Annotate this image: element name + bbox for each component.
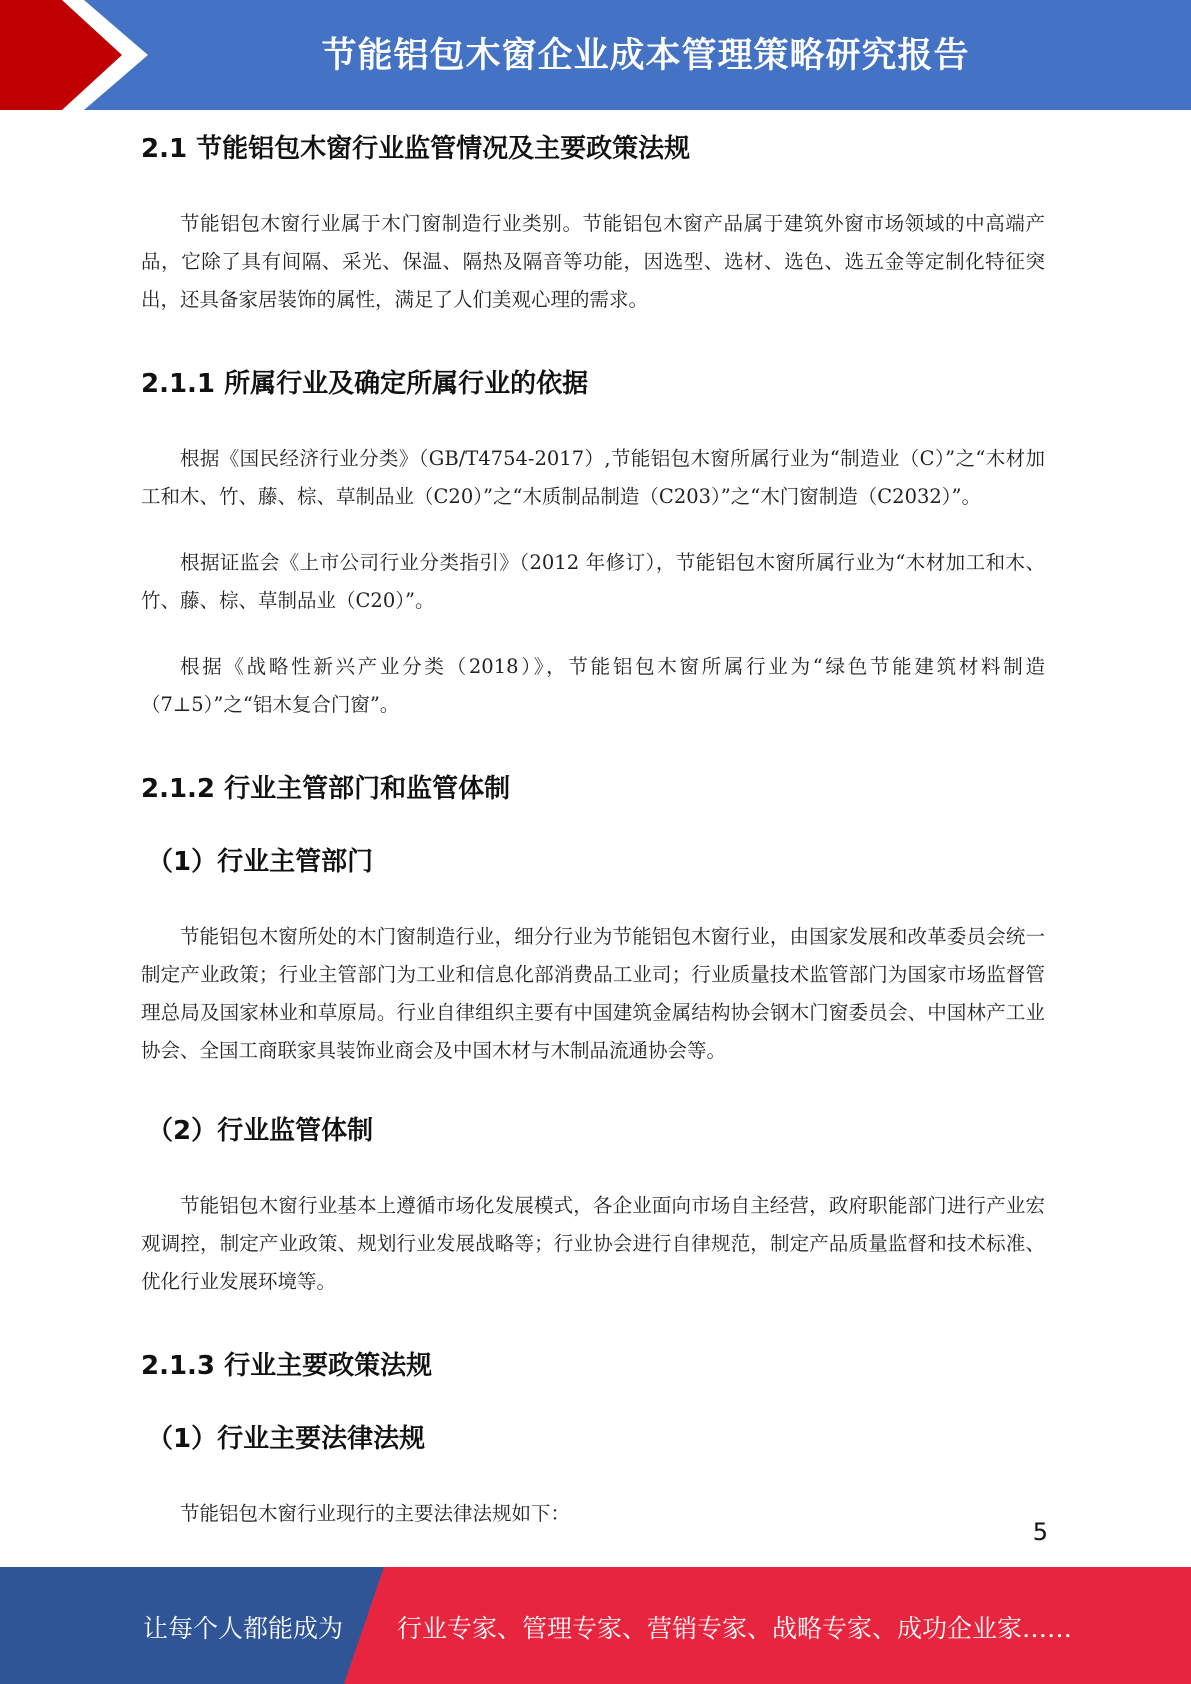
section-2-1-heading: 2.1 节能铝包木窗行业监管情况及主要政策法规 <box>141 134 691 164</box>
section-2-1-1-paragraph-3: 根据《战略性新兴产业分类（2018）》，节能铝包木窗所属行业为“绿色节能建筑材料制造（7⊥5）”之“铝木复合门窗”。 <box>141 655 1045 716</box>
footer-slogan-left: 让每个人都能成为 <box>143 1614 344 1643</box>
page-header <box>0 0 1191 110</box>
document-body <box>141 128 1045 1533</box>
section-2-1-1-heading: 2.1.1 所属行业及确定所属行业的依据 <box>141 369 589 399</box>
page-footer <box>0 1567 1191 1684</box>
section-2-1-3-heading: 2.1.3 行业主要政策法规 <box>141 1351 433 1381</box>
section-2-1-1-paragraph-1: 根据《国民经济行业分类》（GB/T4754-2017）,节能铝包木窗所属行业为“制造业（C）”之“木材加工和木、竹、藤、棕、草制品业（C20）”之“木质制品制造（C203）”之“木门窗制造（C2032）”。 <box>141 447 1045 508</box>
section-2-1-paragraph: 节能铝包木窗行业属于木门窗制造行业类别。节能铝包木窗产品属于建筑外窗市场领域的中高端产品，它除了具有间隔、采光、保温、隔热及隔音等功能，因选型、选材、选色、选五金等定制化特征突出，还具备家居装饰的属性，满足了人们美观心理的需求。 <box>141 212 1045 311</box>
section-2-1-1-paragraph-2: 根据证监会《上市公司行业分类指引》（2012 年修订），节能铝包木窗所属行业为“木材加工和木、竹、藤、棕、草制品业（C20）”。 <box>141 551 1045 612</box>
section-2-1-2-paragraph-2: 节能铝包木窗行业基本上遵循市场化发展模式，各企业面向市场自主经营，政府职能部门进行产业宏观调控，制定产业政策、规划行业发展战略等；行业协会进行自律规范，制定产品质量监督和技术标准、优化行业发展环境等。 <box>141 1194 1045 1293</box>
section-2-1-2-paragraph-1: 节能铝包木窗所处的木门窗制造行业，细分行业为节能铝包木窗行业，由国家发展和改革委员会统一制定产业政策；行业主管部门为工业和信息化部消费品工业司；行业质量技术监管部门为国家市场监督管理总局及国家林业和草原局。行业自律组织主要有中国建筑金属结构协会钢木门窗委员会、中国林产工业协会、全国工商联家具装饰业商会及中国木材与木制品流通协会等。 <box>141 925 1045 1062</box>
subsection-industry-authority-heading: （1）行业主管部门 <box>147 847 374 877</box>
section-2-1-3-paragraph-1: 节能铝包木窗行业现行的主要法律法规如下： <box>180 1502 571 1525</box>
subsection-laws-regulations-heading: （1）行业主要法律法规 <box>147 1424 426 1454</box>
footer-slogan-right: 行业专家、管理专家、营销专家、战略专家、成功企业家…… <box>397 1614 1073 1643</box>
section-2-1-2-heading: 2.1.2 行业主管部门和监管体制 <box>141 774 511 804</box>
subsection-regulatory-system-heading: （2）行业监管体制 <box>147 1116 374 1146</box>
report-title: 节能铝包木窗企业成本管理策略研究报告 <box>321 36 970 76</box>
page-number: 5 <box>1032 1518 1048 1546</box>
